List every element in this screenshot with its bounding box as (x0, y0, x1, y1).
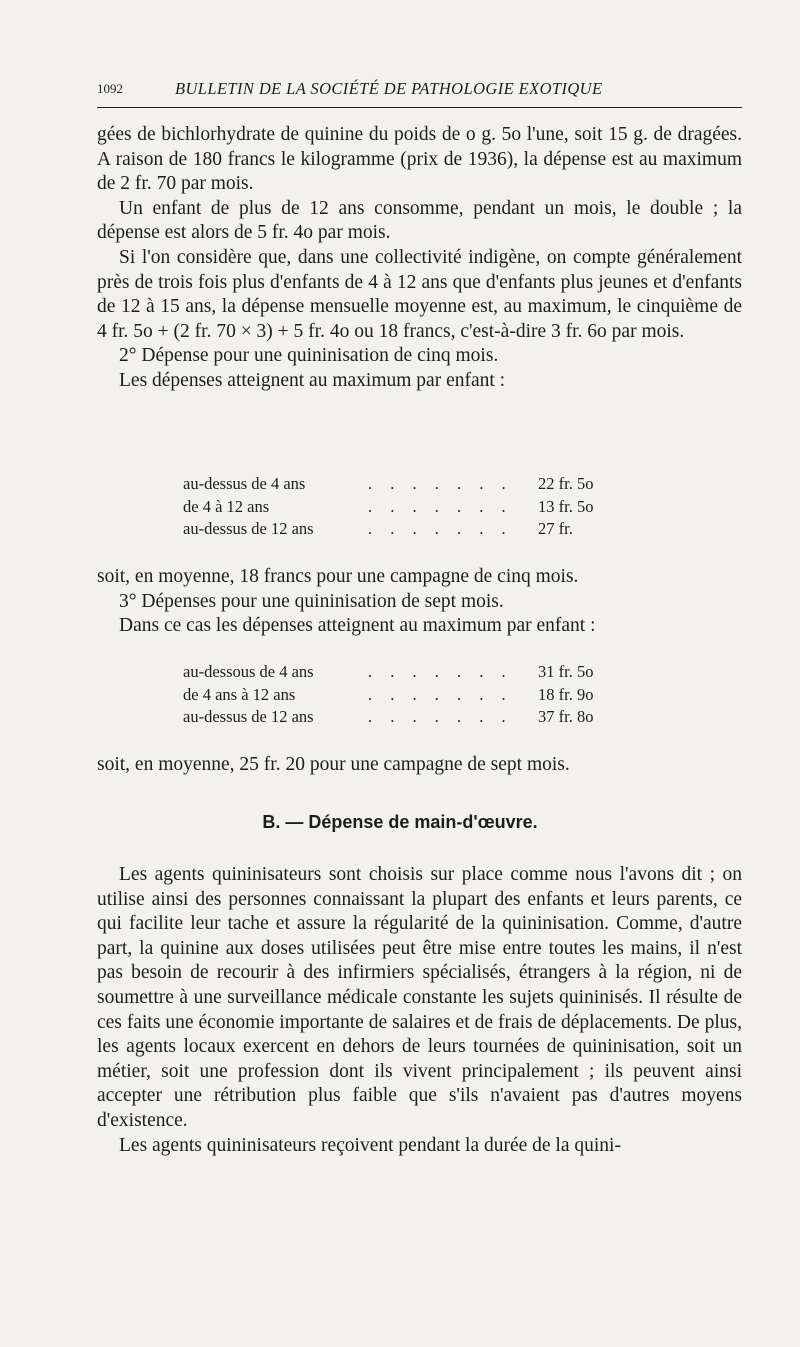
row-value: 31 fr. 5o (538, 662, 594, 681)
text-block-mid (97, 565, 742, 639)
row-label: au-dessus de 12 ans (183, 519, 314, 538)
row-label: de 4 ans à 12 ans (183, 684, 296, 704)
row-value: 27 fr. (538, 519, 573, 538)
paragraph: Les agents quininisateurs reçoivent pendant la durée de la quini- (119, 1134, 621, 1156)
paragraph: gées de bichlorhydrate de quinine du poids de o g. 5o l'une, soit 15 g. de dragées. A raison de 180 francs le kilogramme (prix de 1936), la dépense est au maximum de 2 fr. 70 par mois. (97, 124, 742, 195)
table-row (183, 496, 653, 519)
text-block-bottom (97, 863, 742, 1158)
paragraph: Dans ce cas les dépenses atteignent au maximum par enfant : (119, 615, 596, 637)
table-row (183, 473, 653, 496)
row-label: de 4 à 12 ans (183, 496, 270, 516)
row-value: 37 fr. 8o (538, 707, 594, 726)
running-header (97, 75, 742, 108)
row-label: au-dessus de 12 ans (183, 707, 314, 726)
row-value: 13 fr. 5o (538, 496, 594, 516)
paragraph: Un enfant de plus de 12 ans consomme, pendant un mois, le double ; la dépense est alors de 5 fr. 4o par mois. (97, 197, 742, 244)
paragraph: Si l'on considère que, dans une collectivité indigène, on compte généralement près de trois fois plus d'enfants de 4 à 12 ans que d'enfants plus jeunes et d'enfants de 12 à 15 ans, la dépense mensuelle moyenne est, au maximum, le cinquième de 4 fr. 5o + (2 fr. 70 × 3) + 5 fr. 4o ou 18 francs, c'est-à-dire 3 fr. 6o par mois. (97, 246, 742, 342)
text-block-top (97, 123, 742, 394)
section-heading: B. — Dépense de main-d'œuvre. (262, 812, 538, 832)
leader-dots: . . . . . . . (368, 496, 513, 516)
running-title: BULLETIN DE LA SOCIÉTÉ DE PATHOLOGIE EXOTIQUE (175, 79, 603, 98)
paragraph: soit, en moyenne, 18 francs pour une campagne de cinq mois. (97, 566, 579, 587)
row-label: au-dessous de 4 ans (183, 662, 314, 681)
paragraph: Les agents quininisateurs sont choisis sur place comme nous l'avons dit ; on utilise ainsi des personnes connaissant la plupart des enfants et leurs parents, ce qui facilite leur tache et assure la régularité de la quininisation. Comme, d'autre part, la quinine aux doses utilisées peut être mise entre toutes les mains, il n'est pas besoin de recourir à des infirmiers spécialisés, étrangers à la région, ni de soumettre à une surveillance médicale constante les sujets quininisés. Il résulte de ces faits une économie importante de salaires et de frais de déplacements. De plus, les agents locaux exercent en dehors de leurs tournées de quininisation, soit un métier, soit une profession dont ils vivent principalement ; ils peuvent ainsi accepter une rétribution plus faible que s'ils n'avaient pas d'autres moyens d'existence. (97, 864, 742, 1131)
leader-dots: . . . . . . . (368, 684, 513, 704)
cost-table-five-months (183, 473, 653, 541)
table-row (183, 684, 653, 707)
row-value: 18 fr. 9o (538, 684, 594, 704)
table-row (183, 661, 653, 684)
leader-dots: . . . . . . . (368, 519, 513, 538)
leader-dots: . . . . . . . (368, 707, 513, 726)
row-value: 22 fr. 5o (538, 474, 594, 493)
subheading: 2° Dépense pour une quininisation de cinq mois. (119, 345, 499, 367)
subheading: 3° Dépenses pour une quininisation de sept mois. (119, 590, 504, 612)
leader-dots: . . . . . . . (368, 474, 513, 493)
text-block-after-table (97, 753, 742, 778)
paragraph: soit, en moyenne, 25 fr. 20 pour une campagne de sept mois. (97, 754, 570, 775)
row-label: au-dessus de 4 ans (183, 474, 306, 493)
page-number: 1092 (97, 81, 123, 96)
cost-table-seven-months (183, 661, 653, 729)
table-row (183, 518, 653, 541)
paragraph: Les dépenses atteignent au maximum par enfant : (119, 369, 506, 391)
leader-dots: . . . . . . . (368, 662, 513, 681)
table-row (183, 706, 653, 729)
